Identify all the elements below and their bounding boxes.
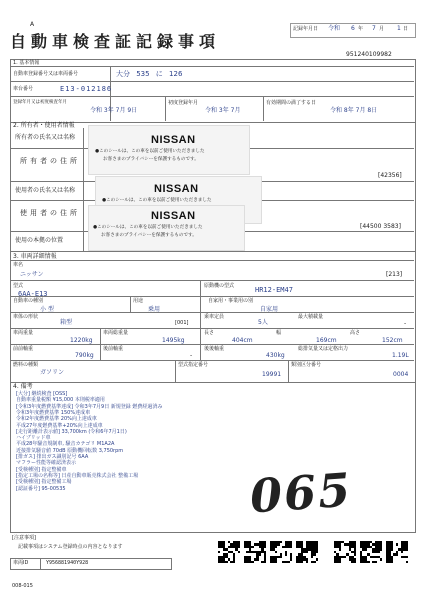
type-value: 小 型 — [40, 306, 54, 313]
note-line: [大分] 継続検査 [OSS] — [16, 391, 68, 397]
nissan-logo: NISSAN — [151, 210, 196, 222]
qr-code-icon — [218, 541, 240, 563]
qr-code-icon — [386, 541, 408, 563]
weight-value: 1220kg — [70, 337, 93, 344]
note-line: 近接排気騒音値 70dB 原動機回転数 3,750rpm — [16, 447, 124, 454]
shape-code: [001] — [175, 320, 189, 326]
rear-axle-value: - — [190, 352, 193, 359]
maker-code: [213] — [386, 271, 403, 278]
id-box — [10, 558, 172, 570]
engine-value: HR12-EM47 — [255, 286, 293, 294]
note-line: 自動車重量税額 ¥15,000 本則税率適用 — [16, 397, 105, 404]
weight-label: 車両重量 — [13, 330, 34, 336]
max-load-label: 最大積載量 — [298, 314, 324, 320]
first-reg-label: 登録年月又は初度検査年月 — [13, 100, 67, 105]
sticker-line1: ●このシールは、この車を以前ご使用いただきました — [93, 225, 203, 230]
page-title: 自動車検査証記録事項 — [10, 32, 221, 51]
shape-value: 箱型 — [60, 319, 73, 326]
notice-text: 記載事項はシステム登録時点の内容となります — [18, 544, 123, 550]
owner-name-label: 所有者の氏名又は名称 — [15, 134, 76, 141]
issue-era: 令和 — [328, 25, 341, 32]
vehicle-id-label: 車両ID — [13, 560, 29, 566]
privacy-sticker-1 — [88, 125, 250, 175]
note-line: 平成28年騒音規制車, 騒音カテゴリ M1A2A — [16, 441, 115, 448]
note-line: マフラー性能等確認済表示 — [16, 460, 77, 467]
shape-label: 車体の形状 — [13, 314, 39, 320]
user-code: [44500 3583] — [360, 223, 401, 230]
user-name-label: 使用者の氏名又は名称 — [15, 187, 76, 194]
user-addr-label: 使用者の住所 — [20, 209, 80, 217]
business-value: 自家用 — [260, 306, 279, 313]
gross-label: 車両総重量 — [103, 330, 129, 336]
section3-heading: 3. 車両詳細情報 — [13, 253, 57, 260]
plate-value: 大分 535 に 126 — [116, 70, 183, 78]
chassis-value: E13-012186 — [60, 85, 113, 93]
note-line: [受検種別] 指定整備車 — [16, 466, 67, 473]
use-label: 用途 — [133, 298, 144, 304]
first-year-label: 初度登録年月 — [168, 100, 199, 106]
note-line: 令和2年度燃費基準 20%向上達成車 — [16, 416, 97, 423]
rear-axle-label: 後前軸重 — [103, 346, 124, 352]
type-label: 自動車の種別 — [13, 298, 44, 304]
note-line: [受検種別] 指定整備工場 — [16, 479, 72, 486]
qr-code-icon — [270, 541, 292, 563]
qr-code-icon — [360, 541, 382, 563]
width-value: 169cm — [316, 337, 337, 344]
fuel-value: ガソリン — [40, 369, 65, 376]
fuel-label: 燃料の種類 — [13, 362, 39, 368]
height-value: 152cm — [382, 337, 403, 344]
vehicle-id-value: Y956881940Y928 — [46, 560, 89, 566]
section4-heading: 4. 備考 — [13, 383, 33, 390]
plate-label: 自動車登録番号又は車両番号 — [13, 71, 79, 77]
type-no-value: 19991 — [262, 371, 282, 378]
model-value: 6AA-E13 — [18, 290, 48, 298]
handwritten-number: 065 — [248, 462, 354, 524]
qr-code-icon — [334, 541, 356, 563]
base-label: 使用の本拠の位置 — [15, 237, 64, 244]
note-line: [認証番号] 95-00535 — [16, 485, 66, 492]
height-label: 高さ — [350, 330, 361, 336]
gross-value: 1495kg — [162, 337, 185, 344]
issue-year: 6 — [351, 25, 355, 32]
issue-month: 7 — [372, 25, 376, 32]
class-value: 0004 — [393, 371, 409, 378]
length-value: 404cm — [232, 337, 253, 344]
first-reg-value: 令和 3年 7月 9日 — [90, 107, 138, 114]
note-line: [排ガス] 排出ガス識別記号 6AA — [16, 454, 89, 460]
width-label: 幅 — [276, 330, 282, 336]
sticker-line2: お客さまのプライバシーを保護するものです。 — [101, 233, 197, 238]
length-label: 長さ — [204, 330, 215, 336]
first-year-value: 令和 3年 7月 — [205, 107, 241, 114]
displacement-label: 総排気量又は定格出力 — [298, 346, 349, 352]
rear2-axle-value: 430kg — [266, 352, 285, 359]
privacy-sticker-3 — [88, 205, 245, 251]
chassis-label: 車台番号 — [13, 86, 34, 92]
engine-label: 原動機の型式 — [204, 283, 235, 289]
doc-number: 951240109982 — [346, 51, 392, 58]
nissan-logo: NISSAN — [154, 183, 199, 195]
note-line: ハイブリッド車 — [16, 435, 51, 442]
note-line: 平成27年度燃費基準+20%向上達成車 — [16, 422, 103, 429]
maker-label: 車名 — [13, 262, 24, 268]
front-axle-value: 790kg — [75, 352, 94, 359]
note-line: [令和3年度燃費基準達成] 令和3年7月9日 新規登録 燃費経過済み — [16, 403, 163, 410]
capacity-value: 5人 — [258, 319, 268, 326]
issue-date-label: 記録年月日 — [293, 26, 319, 32]
form-number: 008-015 — [12, 583, 33, 589]
sticker-line1: ●このシールは、この車を以前ご使用いただきました — [95, 149, 205, 154]
expiry-value: 令和 8年 7月 8日 — [330, 107, 378, 114]
owner-code: [42356] — [378, 172, 402, 179]
header-mark: A — [30, 21, 35, 28]
max-load-value: - — [404, 320, 407, 327]
notice-heading: [注意事項] — [12, 535, 36, 541]
business-label: 自家用・事業用の別 — [208, 298, 254, 304]
nissan-logo: NISSAN — [151, 134, 196, 146]
note-line: 令和3年度燃費基準 150%達成車 — [16, 409, 91, 416]
note-line: [走行距離計表示値] 33,700km (令和6年7月1日) — [16, 428, 127, 435]
qr-code-icon — [296, 541, 318, 563]
rear2-axle-label: 後後軸重 — [204, 346, 225, 352]
section1-heading: 1. 基本情報 — [13, 60, 40, 66]
section2-heading: 2. 所有者・使用者情報 — [13, 122, 75, 129]
sticker-line1: ●このシールは、この車を以前ご使用いただきました — [102, 198, 212, 203]
displacement-value: 1.19L — [392, 352, 409, 359]
model-label: 型式 — [13, 283, 24, 289]
sticker-line2: お客さまのプライバシーを保護するものです。 — [103, 157, 199, 162]
qr-code-icon — [244, 541, 266, 563]
capacity-label: 乗車定員 — [204, 314, 225, 320]
expiry-label: 有効期間の満了する日 — [266, 100, 317, 106]
class-label: 類別区分番号 — [291, 362, 322, 368]
type-no-label: 型式指定番号 — [178, 362, 209, 368]
owner-addr-label: 所有者の住所 — [20, 157, 80, 165]
note-line: [指定工場の名称等] 日産自動車販売株式会社 整備工場 — [16, 472, 139, 479]
use-value: 乗用 — [148, 306, 161, 313]
front-axle-label: 前前軸重 — [13, 346, 34, 352]
issue-day: 1 — [397, 25, 401, 32]
maker-value: ニッサン — [20, 271, 44, 278]
